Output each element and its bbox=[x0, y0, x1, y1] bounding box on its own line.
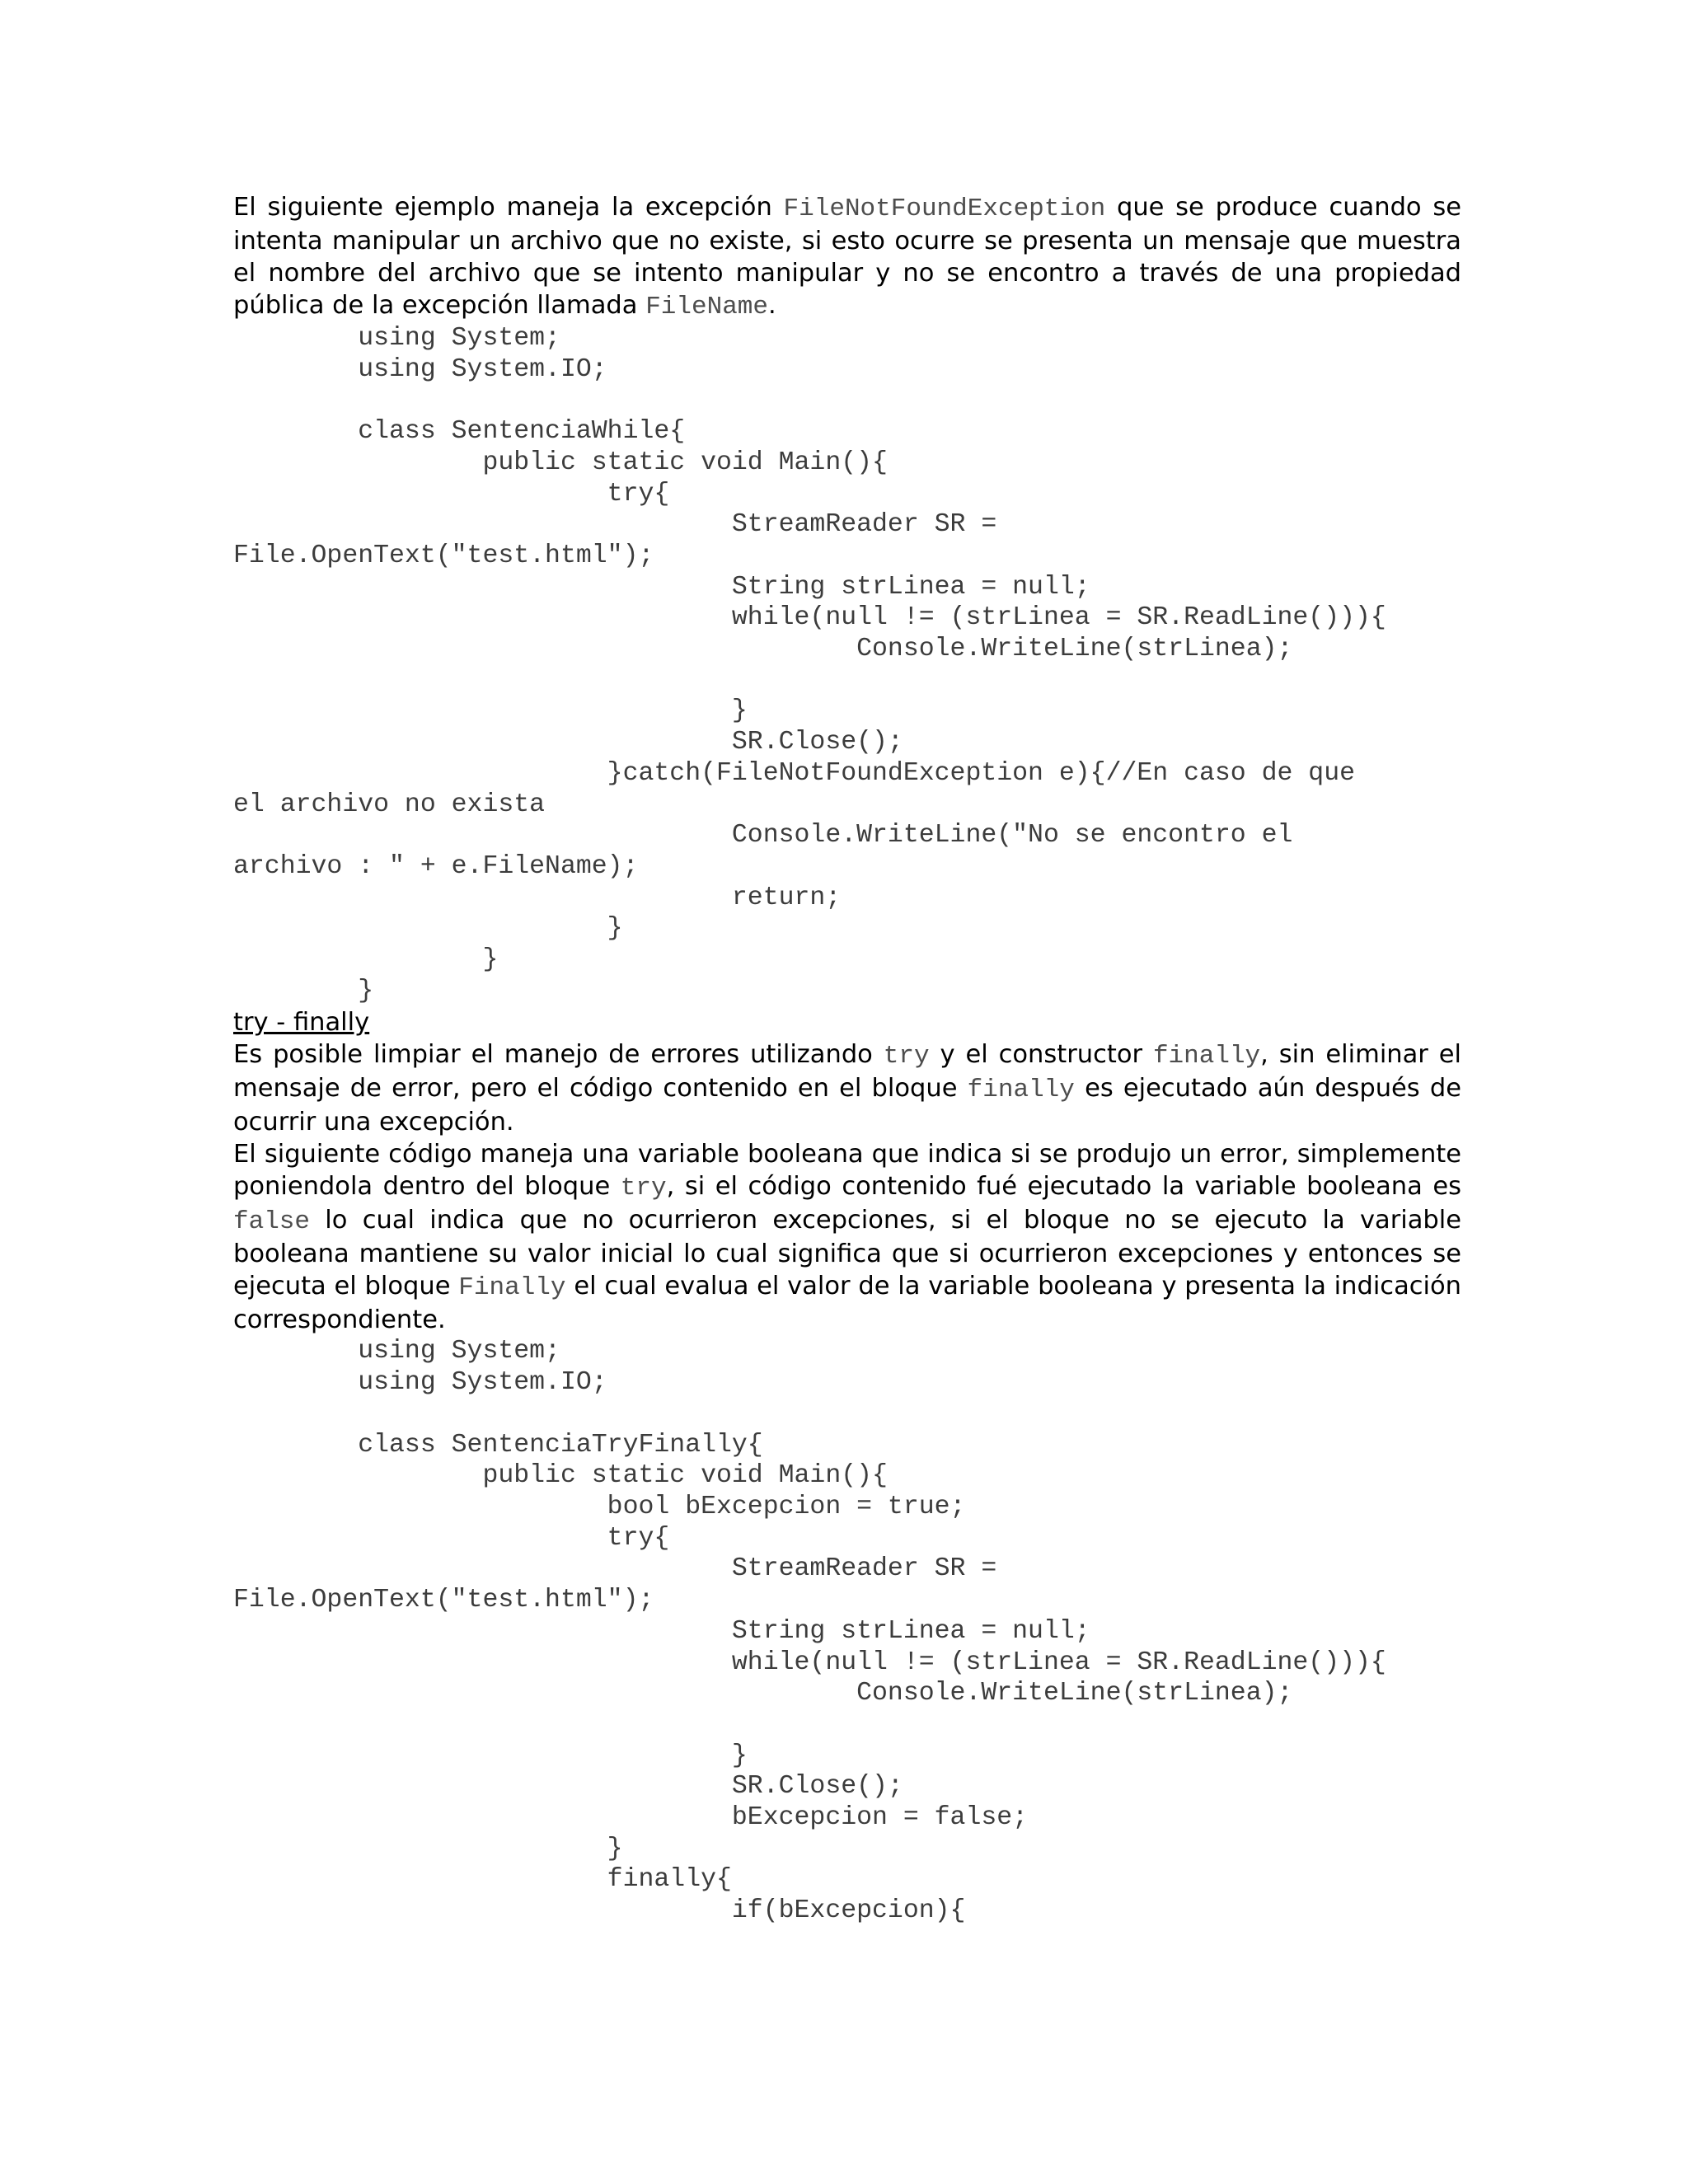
intro-paragraph bbox=[233, 191, 1461, 323]
para2-text-4: el cual evalua el valor de la variable booleana y presenta la indicación correspondiente. bbox=[233, 1272, 1462, 1335]
intro-text-2: que se produce cuando se intenta manipular un archivo que no existe, si esto ocurre se presenta un mensaje que muestra el nombre del archivo que se intento manipular y no se encontro a través de una propiedad pública de la excepción llamada bbox=[233, 193, 1461, 320]
inline-code-finally: finally bbox=[1152, 1042, 1261, 1071]
inline-code-finally-2: finally bbox=[967, 1076, 1075, 1105]
code-block-sentencia-try-finally: using System; using System.IO; class SentenciaTryFinally{ public static void Main(){ bool bExcepcion = true; try{ StreamReader SR = File.OpenText("test.html"); String strLinea = null; while(null != (strLinea = SR.ReadLine())){ Console.WriteLine(strLinea); } SR.Close(); bExcepcion = false; } finally{ if(bExcepcion){ bbox=[233, 1337, 1386, 1926]
try-finally-paragraph-2 bbox=[233, 1138, 1461, 1336]
inline-code-try-2: try bbox=[620, 1174, 667, 1203]
para1-text-1: Es posible limpiar el manejo de errores utilizando bbox=[233, 1040, 884, 1070]
para1-text-4: es ejecutado aún después de ocurrir una excepción. bbox=[233, 1074, 1461, 1137]
try-finally-paragraph-1 bbox=[233, 1038, 1461, 1138]
inline-code-try: try bbox=[883, 1042, 930, 1071]
inline-code-finally-cap: Finally bbox=[458, 1273, 566, 1303]
inline-code-filenotfoundexception: FileNotFoundException bbox=[783, 194, 1106, 223]
para2-text-1: El siguiente código maneja una variable booleana que indica si se produjo un error, simplemente poniendola dentro del bloque bbox=[233, 1140, 1461, 1202]
section-heading-try-finally: try - finally bbox=[233, 1008, 370, 1038]
inline-code-false: false bbox=[233, 1207, 311, 1237]
para2-text-2: , si el código contenido fué ejecutado la variable booleana es bbox=[666, 1172, 1461, 1202]
para1-text-2: y el constructor bbox=[929, 1040, 1153, 1070]
para1-text-3: , sin eliminar el mensaje de error, pero el código contenido en el bloque bbox=[233, 1040, 1461, 1104]
intro-text-3: . bbox=[768, 291, 776, 320]
para2-text-3: lo cual indica que no ocurrieron excepciones, si el bloque no se ejecuto la variable booleana mantiene su valor inicial lo cual significa que si ocurrieron excepciones y entonces se ejecuta el bloque bbox=[233, 1206, 1461, 1301]
intro-text-1: El siguiente ejemplo maneja la excepción bbox=[233, 193, 784, 222]
code-block-sentencia-while: using System; using System.IO; class SentenciaWhile{ public static void Main(){ try{ StreamReader SR = File.OpenText("test.html"); String strLinea = null; while(null != (strLinea = SR.ReadLine())){ Console.WriteLine(strLinea); } SR.Close(); }catch(FileNotFoundException e){//En caso de que el archivo no exista Console.WriteLine("No se encontro el archivo : " + e.FileName); return; } } } bbox=[233, 324, 1386, 1005]
document-page bbox=[233, 191, 1461, 1927]
inline-code-filename: FileName bbox=[645, 293, 769, 321]
